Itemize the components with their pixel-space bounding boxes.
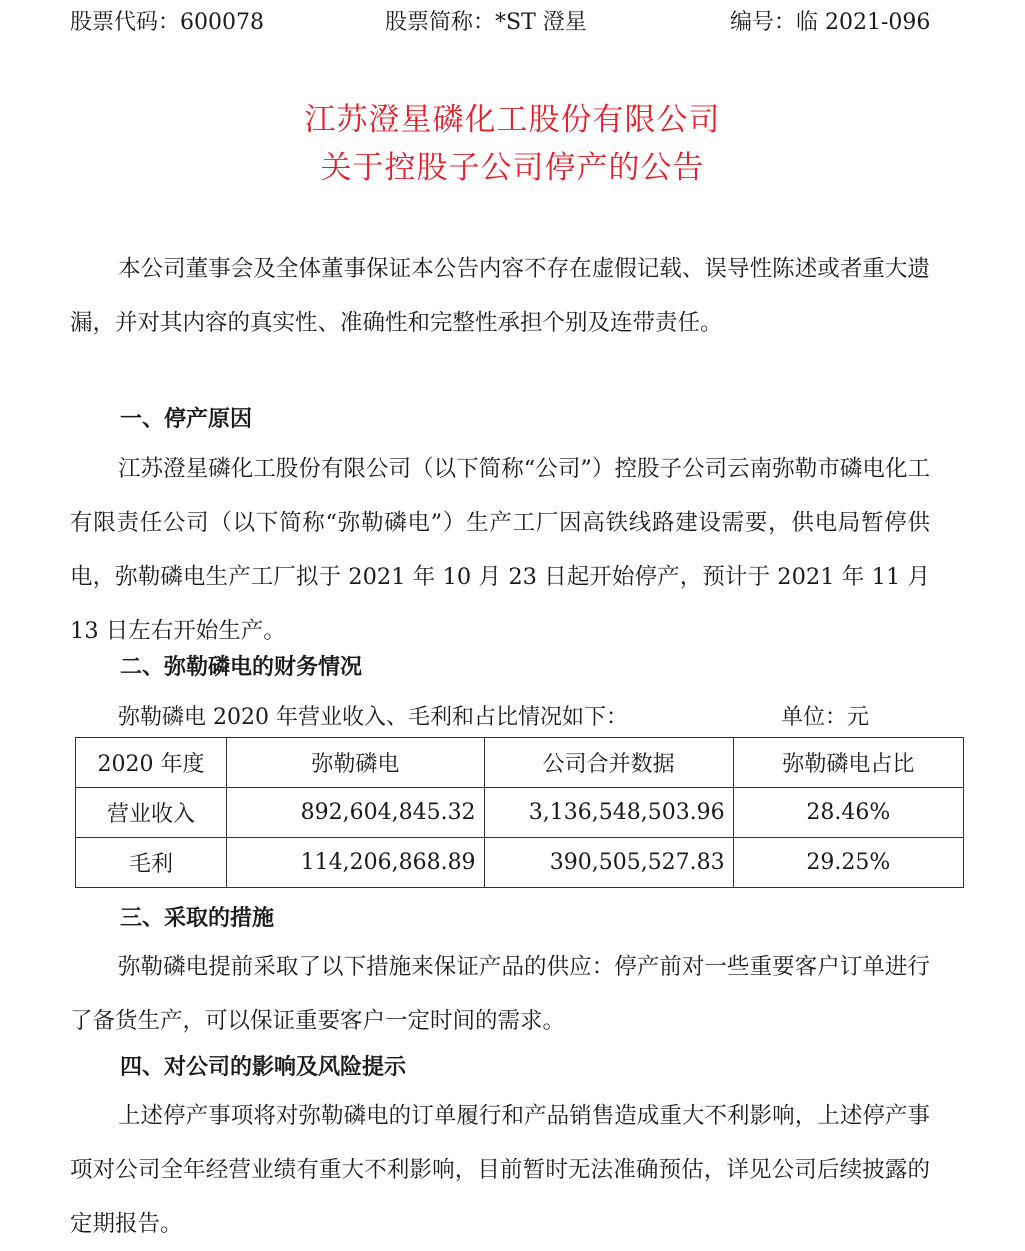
section-body-4: 上述停产事项将对弥勒磷电的订单履行和产品销售造成重大不利影响，上述停产事项对公司全年经营业绩有重大不利影响，目前暂时无法准确预估，详见公司后续披露的定期报告。 [70, 1103, 930, 1237]
header-year: 2020 年度 [76, 738, 227, 788]
section-heading-3: 三、采取的措施 [120, 906, 275, 931]
table-header-row [76, 738, 964, 788]
notice-number: 编号：临 2021-096 [730, 10, 931, 35]
cell-subsidiary-revenue: 892,604,845.32 [227, 788, 484, 838]
table-caption [118, 702, 888, 734]
cell-subsidiary-gross-profit: 114,206,868.89 [227, 838, 484, 888]
section-body-1: 江苏澄星磷化工股份有限公司（以下简称“公司”）控股子公司云南弥勒市磷电化工有限责任公司（以下简称“弥勒磷电”）生产工厂因高铁线路建设需要，供电局暂停供电，弥勒磷电生产工厂拟于 2021 年 10 月 23 日起开始停产，预计于 2021 年 11 月 13 日左右开始生产。 [70, 456, 930, 644]
board-statement: 本公司董事会及全体董事保证本公告内容不存在虚假记载、误导性陈述或者重大遗漏，并对其内容的真实性、准确性和完整性承担个别及连带责任。 [70, 256, 930, 336]
header-subsidiary: 弥勒磷电 [227, 738, 484, 788]
header-consolidated: 公司合并数据 [484, 738, 733, 788]
row-label-gross-profit: 毛利 [76, 838, 227, 888]
cell-gross-profit-share: 29.25% [733, 838, 963, 888]
header-share: 弥勒磷电占比 [733, 738, 963, 788]
section-body-3: 弥勒磷电提前采取了以下措施来保证产品的供应：停产前对一些重要客户订单进行了备货生产，可以保证重要客户一定时间的需求。 [70, 954, 930, 1034]
company-title: 江苏澄星磷化工股份有限公司 [304, 102, 721, 138]
row-label-revenue: 营业收入 [76, 788, 227, 838]
financial-table [75, 737, 964, 888]
section-heading-1: 一、停产原因 [120, 407, 253, 432]
document-header [0, 8, 1025, 38]
table-unit: 单位：元 [781, 705, 870, 730]
announcement-title: 关于控股子公司停产的公告 [320, 150, 705, 186]
section-heading-2: 二、弥勒磷电的财务情况 [120, 655, 363, 680]
cell-revenue-share: 28.46% [733, 788, 963, 838]
section-heading-4: 四、对公司的影响及风险提示 [120, 1055, 407, 1080]
cell-consolidated-revenue: 3,136,548,503.96 [484, 788, 733, 838]
cell-consolidated-gross-profit: 390,505,527.83 [484, 838, 733, 888]
stock-abbreviation: 股票简称：*ST 澄星 [385, 10, 587, 35]
table-row [76, 838, 964, 888]
table-caption-text: 弥勒磷电 2020 年营业收入、毛利和占比情况如下： [118, 705, 628, 730]
table-row [76, 788, 964, 838]
stock-code: 股票代码：600078 [70, 10, 264, 35]
